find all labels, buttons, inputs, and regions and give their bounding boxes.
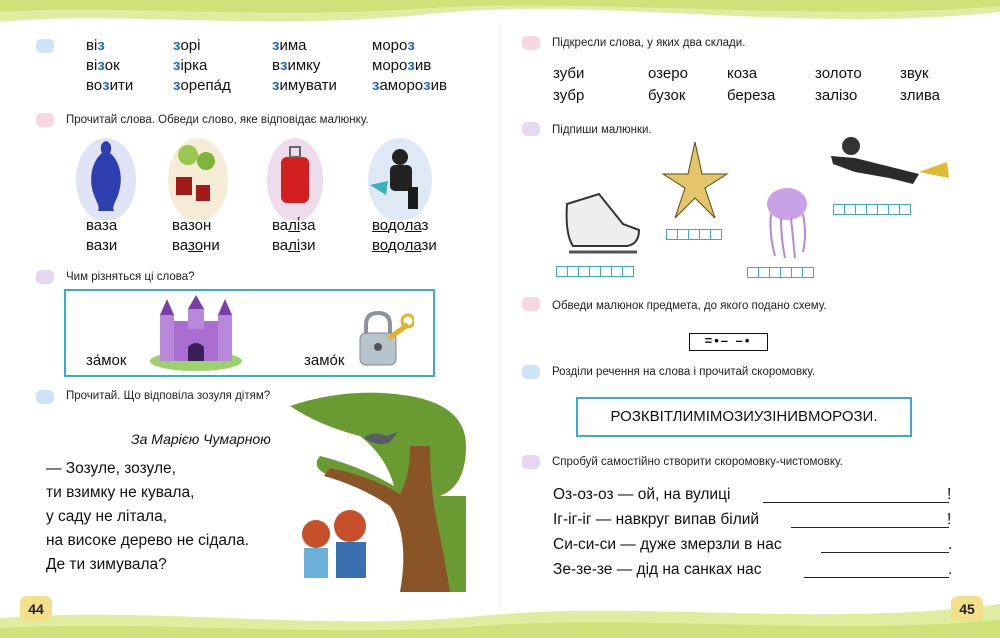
speech-bubble-icon — [36, 270, 54, 284]
word-option[interactable]: вази — [86, 237, 118, 254]
word-option[interactable]: вазони — [172, 237, 220, 254]
poem — [46, 457, 249, 577]
word: морозив — [372, 57, 432, 74]
word: зимувати — [272, 77, 337, 94]
word-option[interactable]: золото — [815, 65, 862, 82]
letter-boxes-diver[interactable] — [833, 204, 910, 215]
poem-line: Де ти зимувала? — [46, 556, 167, 573]
word-option[interactable]: коза — [727, 65, 758, 82]
word-option[interactable]: озеро — [648, 65, 688, 82]
word: зорепа́д — [173, 77, 231, 94]
word-option[interactable]: зубр — [553, 87, 585, 104]
word-zamok-lock: замо́к — [304, 352, 345, 369]
rhyme-line: Іг-іг-іг — навкруг випав білий ! — [553, 511, 952, 528]
word-zamok-castle: за́мок — [86, 352, 127, 369]
book-icon — [36, 390, 54, 404]
word-option[interactable]: злива — [900, 87, 940, 104]
task-instruction: Підпиши малюнки. — [552, 124, 652, 136]
scheme-text: =•– –• — [704, 333, 752, 348]
word-option[interactable]: валі́за — [272, 217, 316, 234]
task-instruction: Обведи малюнок предмета, до якого подано схему. — [552, 300, 827, 312]
word-pair-vase — [86, 216, 117, 256]
word-option[interactable]: залізо — [815, 87, 858, 104]
skate-image — [567, 194, 639, 246]
task-instruction: Підкресли слова, у яких два склади. — [552, 37, 746, 49]
word-option[interactable]: береза — [727, 87, 776, 104]
book-icon — [36, 39, 54, 53]
word-option[interactable]: зуби — [553, 65, 585, 82]
word-pair-pot — [172, 216, 220, 256]
task-instruction: Чим різняться ці слова? — [66, 271, 195, 283]
word: мороз — [372, 37, 415, 54]
word-option[interactable]: водолаз — [372, 217, 429, 234]
answer-line[interactable] — [791, 511, 949, 528]
jellyfish-image — [767, 188, 807, 220]
word-column-4 — [372, 36, 447, 96]
star-image — [663, 142, 727, 218]
word-option[interactable]: ваза — [86, 217, 118, 234]
answer-line[interactable] — [763, 486, 949, 503]
task-instruction: Спробуй самостійно створити скоромовку-чистомовку. — [552, 456, 843, 468]
book-icon — [522, 365, 540, 379]
word-option[interactable]: водолази — [372, 237, 437, 254]
word-option[interactable]: вазон — [172, 217, 212, 234]
syllable-words — [553, 64, 953, 108]
rhyme-lines — [553, 483, 953, 583]
word-option[interactable]: звук — [900, 65, 929, 82]
flowerpot-image — [176, 177, 192, 195]
page-number: 44 — [20, 596, 52, 622]
word: зима — [272, 37, 307, 54]
task-instruction: Розділи речення на слова і прочитай скоромовку. — [552, 366, 816, 378]
word-pair-diver — [372, 216, 437, 256]
word: возити — [86, 77, 134, 94]
task-instruction: Прочитай слова. Обведи слово, яке відповідає малюнку. — [66, 114, 369, 126]
letter-boxes-skate[interactable] — [556, 266, 633, 277]
zamok-box — [64, 289, 435, 377]
diver2-image — [842, 137, 860, 155]
poem-line: — Зозуле, зозуле, — [46, 460, 176, 477]
poem-line: на високе дерево не сідала. — [46, 532, 250, 549]
tree-children-image — [290, 386, 466, 592]
word: зорі — [173, 37, 201, 54]
word-option[interactable]: валізи — [272, 237, 316, 254]
rhyme-line: Зе-зе-зе — дід на санках нас . — [553, 561, 953, 578]
tongue-twister-box: РОЗКВІТЛИМІМОЗИУЗІНИВМОРОЗИ. — [576, 397, 912, 437]
eye-icon — [522, 122, 540, 136]
word: зірка — [173, 57, 208, 74]
rhyme-line: Оз-оз-оз — ой, на вулиці ! — [553, 486, 952, 503]
castle-image — [146, 295, 246, 371]
letter-boxes-star[interactable] — [666, 229, 721, 240]
answer-line[interactable] — [821, 536, 949, 553]
diver-image — [392, 149, 408, 165]
poem-author: За Марією Чумарною — [131, 431, 271, 447]
speech-bubble-icon — [522, 455, 540, 469]
task-instruction: Прочитай. Що відповіла зозуля дітям? — [66, 390, 271, 402]
letter-boxes-jellyfish[interactable] — [747, 267, 813, 278]
pencil-icon — [36, 113, 54, 127]
word: візок — [86, 57, 120, 74]
page-number: 45 — [951, 596, 983, 622]
rhyme-line: Си-си-си — дуже змерзли в нас . — [553, 536, 953, 553]
word: взимку — [272, 57, 321, 74]
word: заморозив — [372, 77, 447, 94]
poem-line: ти взимку не кувала, — [46, 484, 195, 501]
suitcase-image — [281, 157, 309, 203]
word-column-1 — [86, 36, 133, 96]
syllable-scheme — [689, 333, 768, 351]
word: віз — [86, 37, 105, 54]
pencil-icon — [522, 36, 540, 50]
pencil-icon — [522, 297, 540, 311]
word-option[interactable]: бузок — [648, 87, 686, 104]
poem-line: у саду не літала, — [46, 508, 168, 525]
pictures-row — [70, 135, 470, 220]
word-column-3 — [272, 36, 337, 96]
word-column-2 — [173, 36, 231, 96]
word-pair-suitcase — [272, 216, 316, 256]
answer-line[interactable] — [804, 561, 949, 578]
padlock-image — [358, 311, 414, 369]
